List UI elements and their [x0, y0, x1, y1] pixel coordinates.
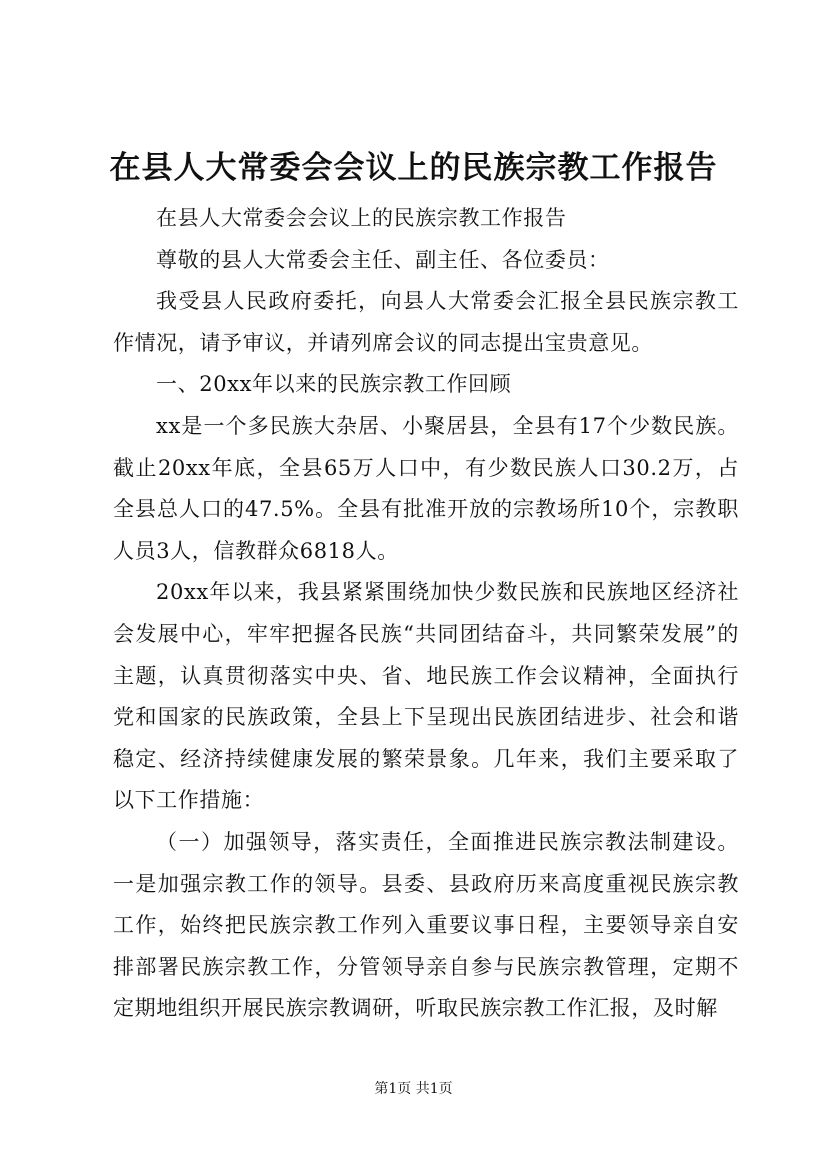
paragraph-subtitle: 在县人大常委会会议上的民族宗教工作报告 [156, 206, 567, 230]
paragraph-section-heading: 一、20xx年以来的民族宗教工作回顾 [156, 372, 512, 397]
paragraph-measures: 20xx年以来，我县紧紧围绕加快少数民族和民族地区经济社会发展中心，牢牢把握各民族“共同团结奋斗，共同繁荣发展”的主题，认真贯彻落实中央、省、地民族工作会议精神，全面执行党和国家的民族政策，全县上下呈现出民族团结进步、社会和谐稳定、经济持续健康发展的繁荣景象。几年来，我们主要采取了以下工作措施： [113, 580, 739, 813]
paragraph-overview: xx是一个多民族大杂居、小聚居县，全县有17个少数民族。截止20xx年底，全县65万人口中，有少数民族人口30.2万，占全县总人口的47.5%。全县有批准开放的宗教场所10个，宗教职人员3人，信教群众6818人。 [113, 413, 739, 563]
paragraph-leadership: （一）加强领导，落实责任，全面推进民族宗教法制建设。一是加强宗教工作的领导。县委、县政府历来高度重视民族宗教工作，始终把民族宗教工作列入重要议事日程，主要领导亲自安排部署民族宗教工作，分管领导亲自参与民族宗教管理，定期不定期地组织开展民族宗教调研，听取民族宗教工作汇报，及时解 [113, 829, 739, 1021]
document-body [113, 198, 739, 1030]
page-number-footer: 第1页 共1页 [374, 1081, 453, 1097]
document-title: 在县人大常委会会议上的民族宗教工作报告 [109, 150, 718, 186]
paragraph-salutation: 尊敬的县人大常委会主任、副主任、各位委员： [156, 247, 610, 272]
paragraph-intro: 我受县人民政府委托，向县人大常委会汇报全县民族宗教工作情况，请予审议，并请列席会议的同志提出宝贵意见。 [113, 289, 739, 355]
